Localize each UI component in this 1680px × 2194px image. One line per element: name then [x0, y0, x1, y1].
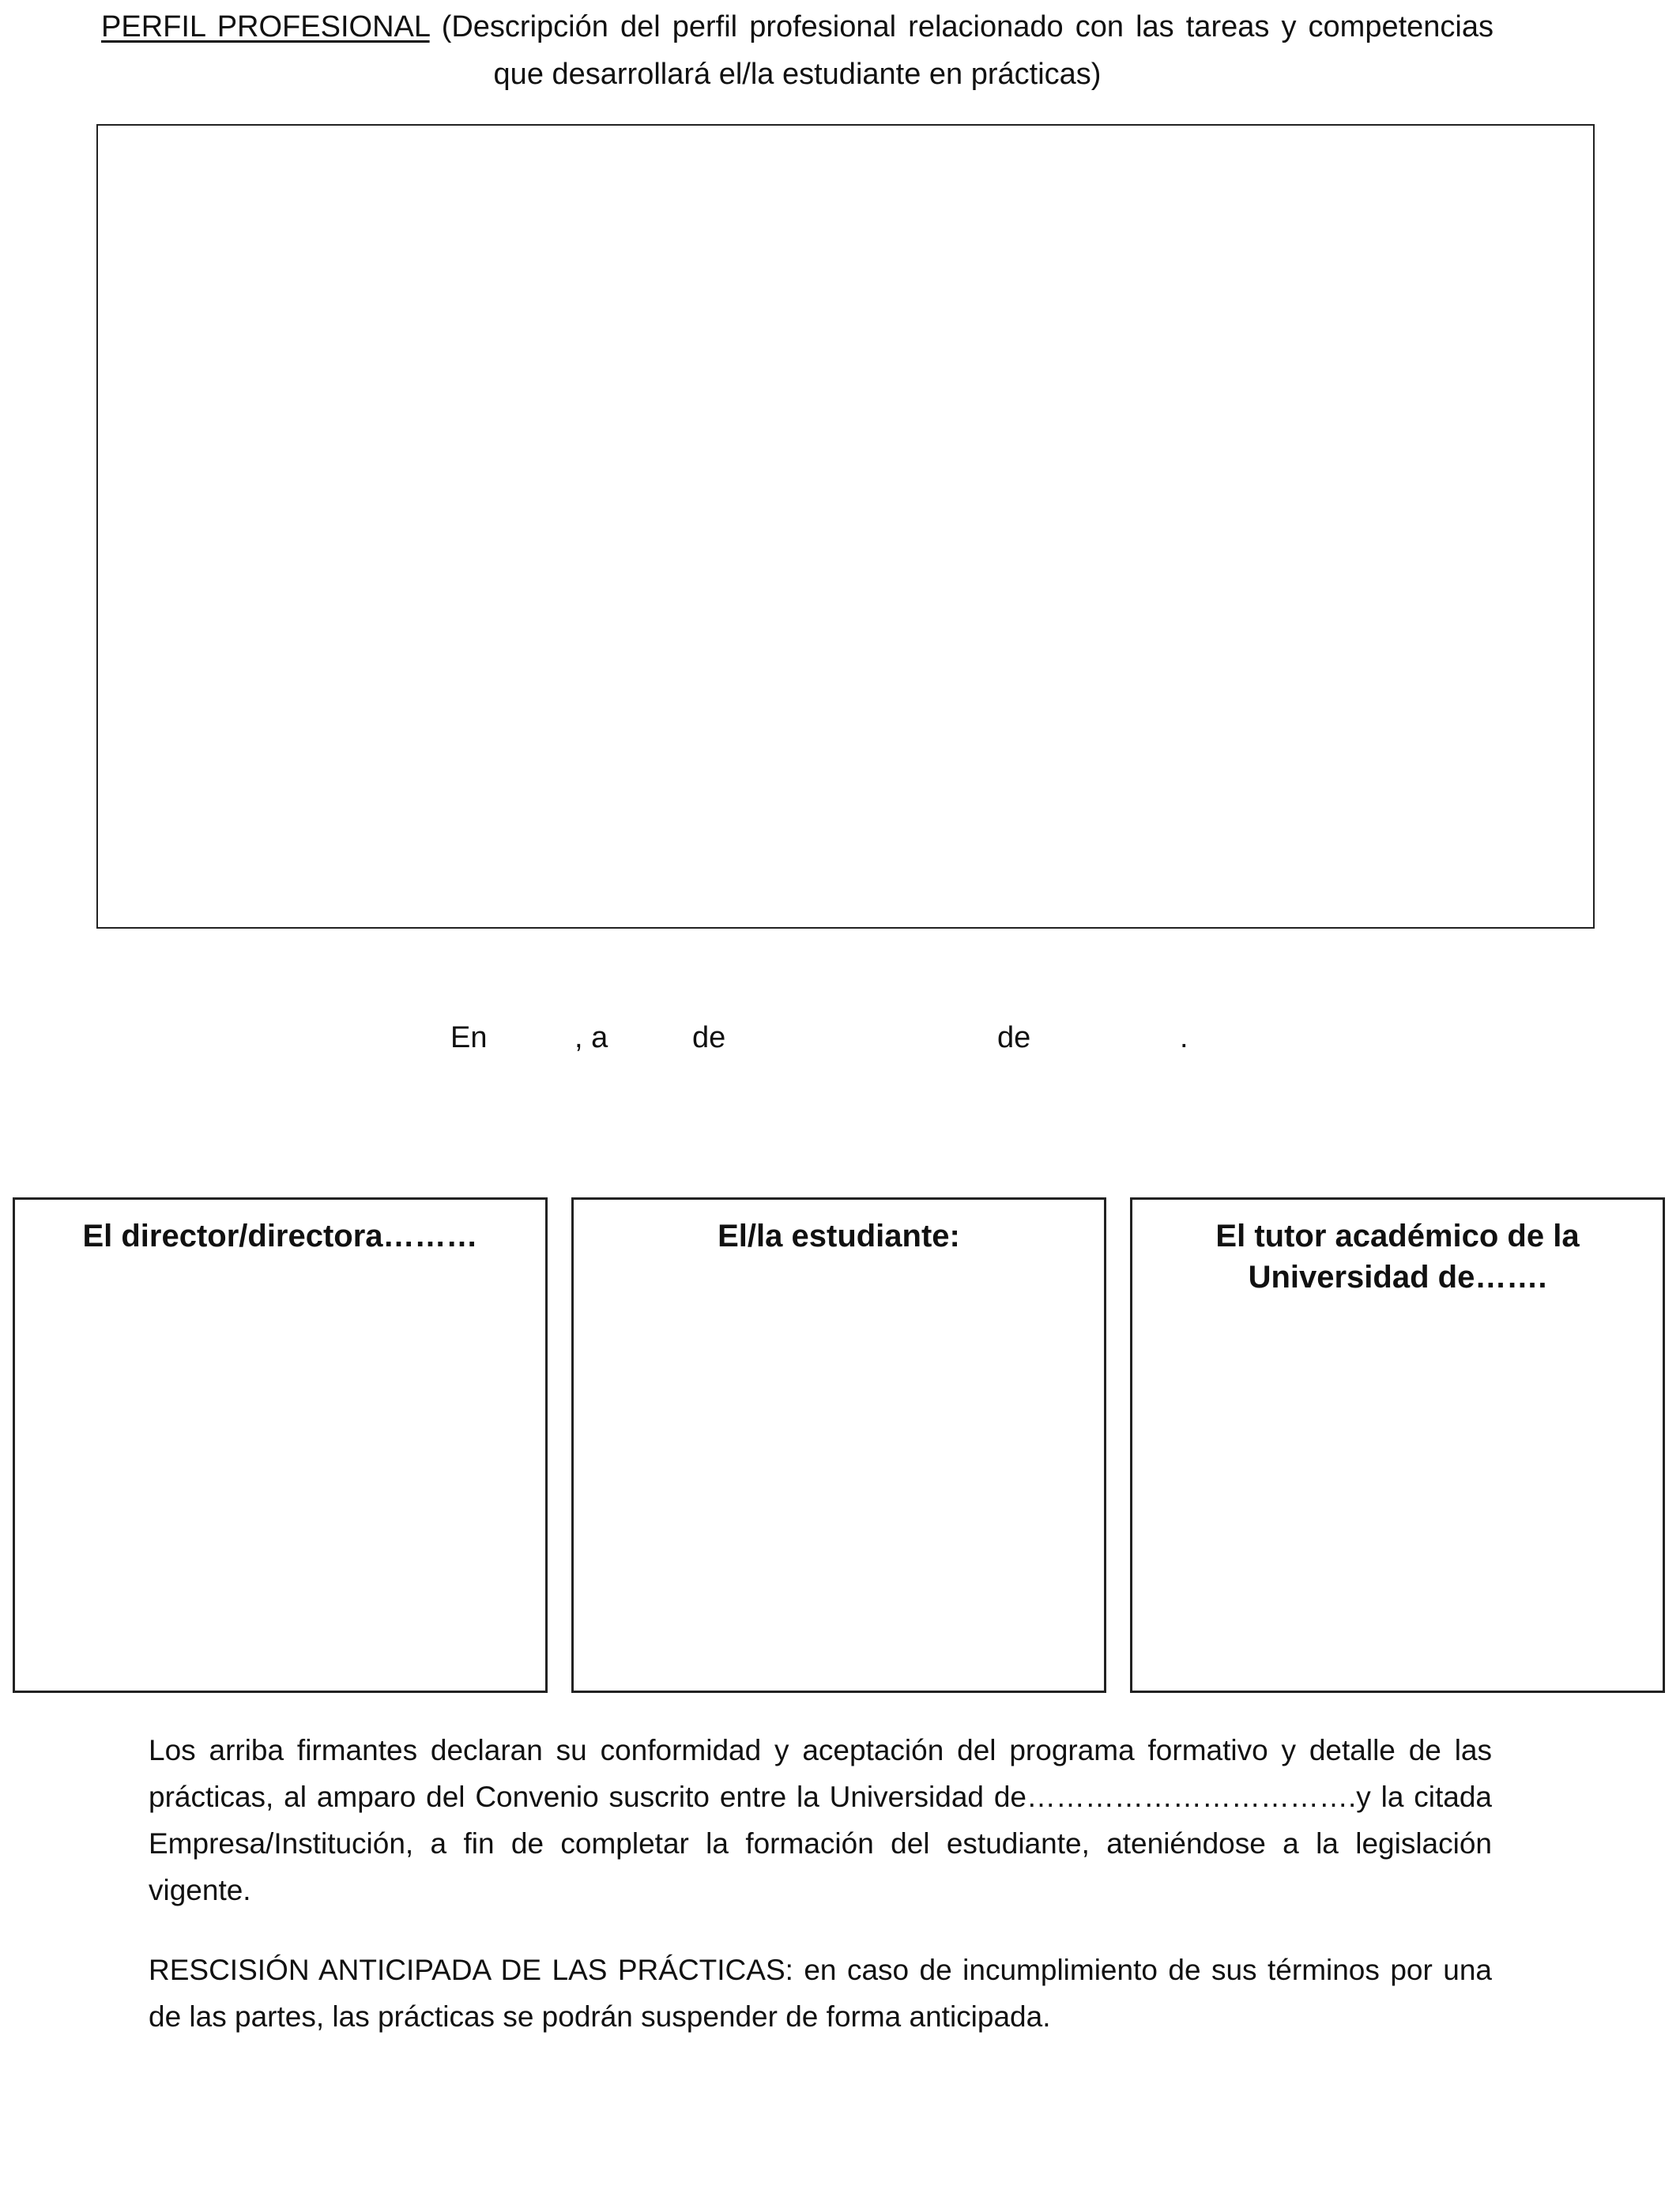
tutor-signature-box[interactable] — [1130, 1197, 1665, 1693]
date-line-period: . — [1180, 1021, 1188, 1054]
section-title: PERFIL PROFESIONAL — [101, 10, 430, 43]
date-line-a: , a — [574, 1021, 608, 1054]
director-signature-label: El director/directora……… — [82, 1219, 478, 1253]
section-heading — [101, 3, 1494, 98]
student-signature-box[interactable] — [571, 1197, 1106, 1693]
date-line-en: En — [450, 1021, 488, 1054]
date-line-de-1: de — [692, 1021, 726, 1054]
profile-description-box[interactable] — [96, 124, 1595, 929]
date-line-de-2: de — [997, 1021, 1031, 1054]
tutor-signature-label: El tutor académico de la Universidad de……. — [1215, 1219, 1580, 1295]
section-description: (Descripción del perfil profesional relacionado con las tareas y competencias que desarrollará el/la estudiante en prácticas) — [441, 10, 1494, 91]
declaration-paragraph: Los arriba firmantes declaran su conformidad y aceptación del programa formativo y detalle de las prácticas, al amparo del Convenio suscrito entre la Universidad de…………………………….y la citada Empresa/Institución, a fin de completar la formación del estudiante, ateniéndose a la legislación vigente. — [149, 1734, 1492, 1906]
student-signature-label: El/la estudiante: — [718, 1219, 960, 1253]
director-signature-box[interactable] — [13, 1197, 548, 1693]
rescission-paragraph: RESCISIÓN ANTICIPADA DE LAS PRÁCTICAS: en caso de incumplimiento de sus términos por una de las partes, las prácticas se podrán suspender de forma anticipada. — [149, 1954, 1492, 2033]
